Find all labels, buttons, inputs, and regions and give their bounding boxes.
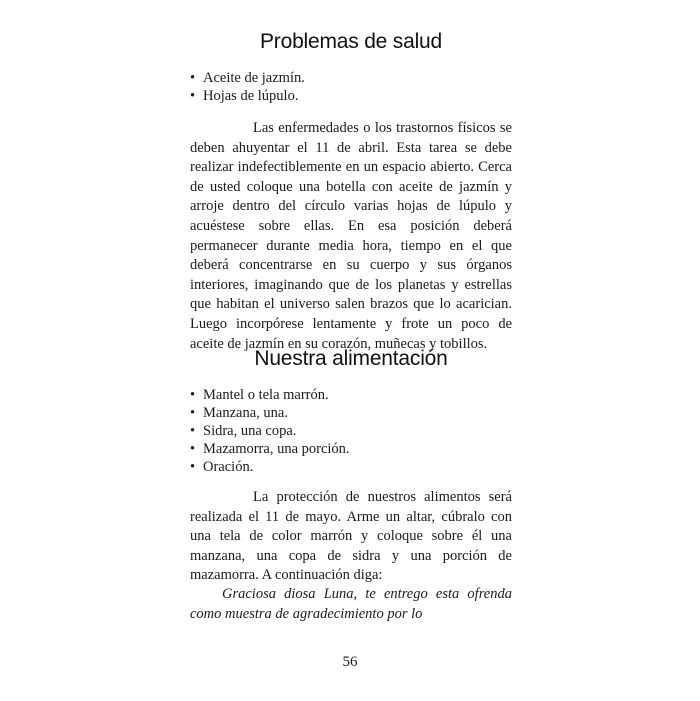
bullet-icon: • xyxy=(190,441,196,457)
section-heading-food: Nuestra alimentación xyxy=(254,347,448,370)
list-item: • Manzana, una. xyxy=(190,405,288,421)
list-item: • Mazamorra, una porción. xyxy=(190,441,350,457)
ingredient-list-food xyxy=(190,386,512,476)
bullet-icon: • xyxy=(190,70,196,86)
list-item: • Mantel o tela marrón. xyxy=(190,387,329,403)
bullet-icon: • xyxy=(190,423,196,439)
prayer-text: Graciosa diosa Luna, te entrego esta ofrenda como muestra de agradecimiento por lo xyxy=(190,586,512,622)
bullet-icon: • xyxy=(190,387,196,403)
list-item: • Hojas de lúpulo. xyxy=(190,88,299,104)
bullet-icon: • xyxy=(190,459,196,475)
bullet-icon: • xyxy=(190,88,196,104)
ingredient-list-health xyxy=(190,69,512,105)
section-heading-health: Problemas de salud xyxy=(259,30,442,53)
list-item: • Sidra, una copa. xyxy=(190,423,297,439)
body-paragraph-health: Las enfermedades o los trastornos físicos se deben ahuyentar el 11 de abril. Esta tarea se debe realizar indefectiblemente en un espacio abierto. Cerca de usted coloque una botella con aceite de jazmín y arroje dentro del círculo varias hojas de lúpulo y acuéstese sobre ellas. En esa posición deberá permanecer durante media hora, tiempo en el que deberá concentrarse en su cuerpo y sus órganos interiores, imaginando que de los planetas y estrellas que habitan el universo salen brazos que lo acarician. Luego incorpórese lentamente y frote un poco de aceite de jazmín en su corazón, muñecas y tobillos. xyxy=(190,120,512,352)
list-item: • Aceite de jazmín. xyxy=(190,70,305,86)
bullet-icon: • xyxy=(190,405,196,421)
body-paragraph-food: La protección de nuestros alimentos será realizada el 11 de mayo. Arme un altar, cúbralo con una tela de color marrón y coloque sobre él una manzana, una copa de sidra y una porción de mazamorra. A continuación diga: xyxy=(190,489,512,584)
page-number: 56 xyxy=(342,654,358,670)
list-item: • Oración. xyxy=(190,459,254,475)
